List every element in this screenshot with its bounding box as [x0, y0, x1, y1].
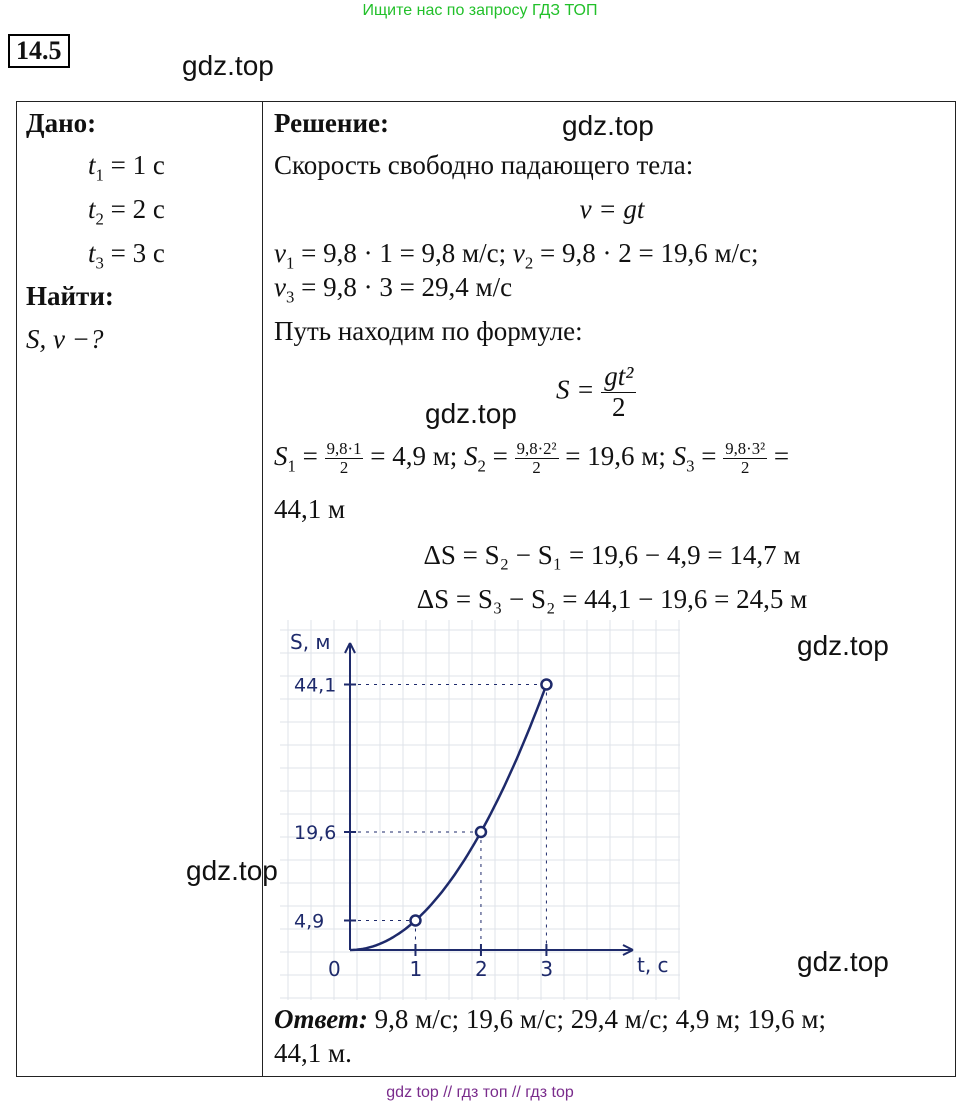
watermark: gdz.top [186, 855, 278, 886]
promo-banner[interactable]: Ищите нас по запросу ГДЗ ТОП [362, 2, 598, 19]
x-tick-label: 1 [409, 957, 423, 981]
data-point [541, 680, 551, 690]
s3-value: 44,1 м [274, 494, 346, 524]
y-axis-label: S, м [290, 630, 331, 654]
speed-intro: Скорость свободно падающего тела: [274, 150, 694, 180]
delta-s2: ΔS = S₃ − S₂ = 44,1 − 19,6 = 24,5 м [416, 584, 808, 614]
watermark: gdz.top [182, 50, 274, 81]
answer-line-1: Ответ: 9,8 м/с; 19,6 м/с; 29,4 м/с; 4,9 м; 19,6 м; [274, 1004, 827, 1034]
x-axis-label: t, c [637, 953, 669, 977]
answer-line-2: 44,1 м. [274, 1038, 352, 1068]
distance-time-graph [280, 620, 680, 1000]
footer-links[interactable]: gdz top // гдз топ // гдз top [386, 1084, 574, 1101]
s-values: $S_1$ = $\frac{9,8\cdot 1}{2}$ = 4,9 м; $S_2$ = $\frac{\text{9,8·2²}}{2}$ = 19,6 м; $S_3$ = $\frac{\text{9,8·3²}}{2}$ = [274, 439, 790, 478]
y-tick-label: 4,9 [294, 910, 325, 933]
y-tick-label: 44,1 [294, 674, 337, 697]
path-intro: Путь находим по формуле: [274, 316, 583, 346]
given-t2: $t_2 = 2$ с [88, 194, 165, 229]
column-divider [262, 101, 263, 1077]
x-tick-label: 0 [328, 957, 341, 981]
answer-label: Ответ: [274, 1004, 368, 1034]
solution-header: Решение: [274, 108, 389, 138]
find-header: Найти: [26, 281, 114, 311]
watermark: gdz.top [425, 398, 517, 429]
problem-number: 14.5 [8, 34, 70, 68]
path-formula: S = $\frac{\text{gt²}}{2}$ [556, 362, 636, 422]
speed-values-1: $v_1 = 9,8 \cdot 1 = 9,8$ м/с; $v_2 = 9,8 \cdot 2 = 19,6$ м/с; [274, 238, 759, 273]
watermark: gdz.top [562, 110, 654, 141]
given-t1: $t_1 = 1$ с [88, 150, 165, 185]
x-tick-label: 3 [540, 957, 554, 981]
given-t3: $t_3 = 3$ с [88, 238, 165, 273]
watermark: gdz.top [797, 946, 889, 977]
delta-s1: ΔS = S₂ − S₁ = 19,6 − 4,9 = 14,7 м [423, 540, 801, 570]
given-header: Дано: [26, 108, 97, 138]
speed-formula: v = gt [579, 194, 645, 224]
y-tick-label: 19,6 [294, 822, 337, 844]
watermark: gdz.top [797, 630, 889, 661]
data-point [410, 916, 420, 926]
data-point [476, 827, 486, 837]
series-line [350, 685, 546, 951]
x-tick-label: 2 [474, 957, 488, 981]
find-value: S, v −? [26, 324, 104, 354]
speed-values-2: $v_3 = 9,8 \cdot 3 = 29,4$ м/с [274, 272, 513, 307]
